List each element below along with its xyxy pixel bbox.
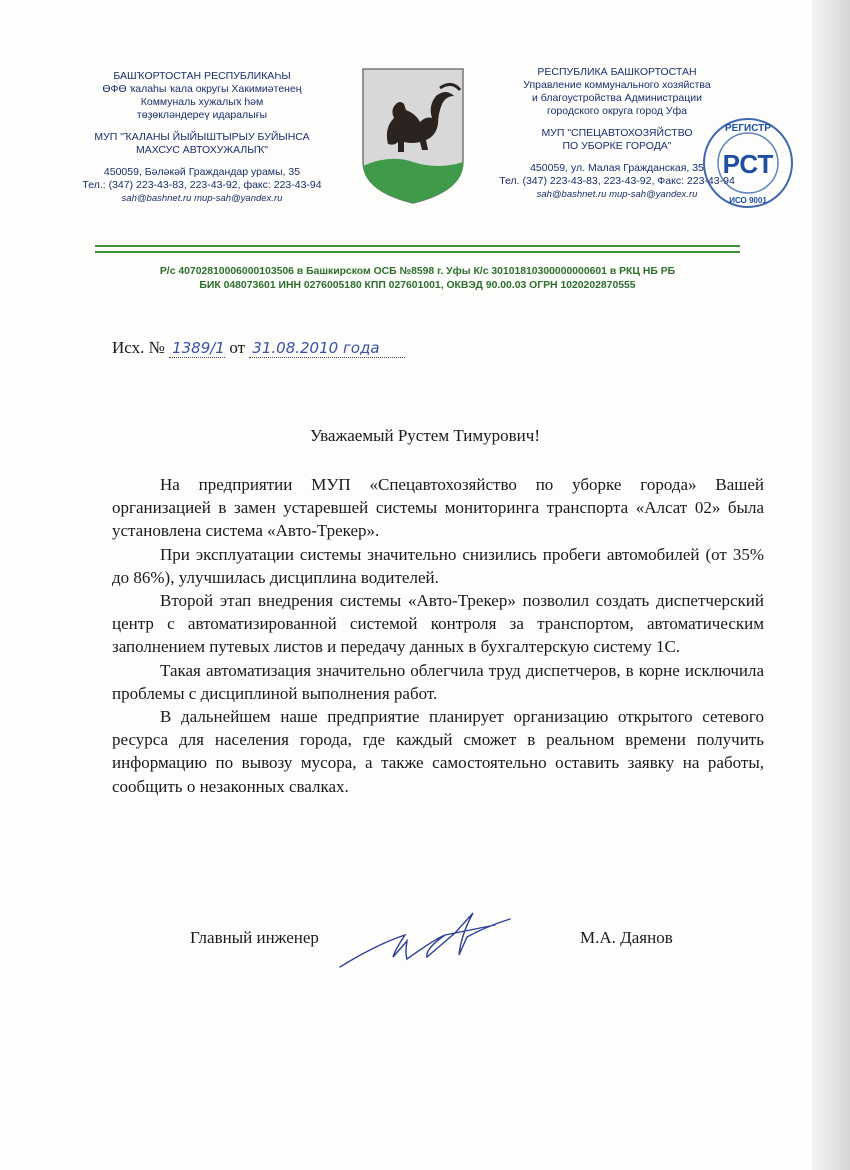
letterhead-right-line1: РЕСПУБЛИКА БАШКОРТОСТАН bbox=[537, 66, 697, 78]
letterhead-left-line1: БАШҠОРТОСТАН РЕСПУБЛИКАҺЫ bbox=[113, 70, 291, 82]
letterhead-right-org2: ПО УБОРКЕ ГОРОДА" bbox=[562, 140, 672, 152]
letter-body bbox=[112, 473, 764, 798]
letterhead-right-org1: МУП "СПЕЦАВТОХОЗЯЙСТВО bbox=[541, 127, 693, 139]
bank-details-line2: БИК 048073601 ИНН 0276005180 КПП 027601001, ОКВЭД 90.00.03 ОГРН 1020202870555 bbox=[199, 280, 636, 291]
letterhead-right-phones: Тел. (347) 223-43-83, 223-43-92, Факс: 223-43-94 bbox=[499, 175, 735, 187]
paragraph: На предприятии МУП «Спецавтохозяйство по уборке города» Вашей организацией в замен устаревшей системы мониторинга транспорта «Алсат 02» была установлена система «Авто-Трекер». bbox=[112, 475, 764, 541]
paragraph: В дальнейшем наше предприятие планирует организацию открытого сетевого ресурса для населения города, где каждый сможет в реальном времени получить информацию по вывозу мусора, а также самостоятельно оставить заявку на работы, сообщить о незаконных свалках. bbox=[112, 707, 764, 796]
header-rule-top bbox=[95, 245, 740, 247]
salutation: Уважаемый Рустем Тимурович! bbox=[310, 426, 540, 445]
letterhead-right-line2: Управление коммунального хозяйства bbox=[523, 79, 711, 91]
handwritten-signature bbox=[335, 905, 535, 975]
header-rule-bottom bbox=[95, 251, 740, 253]
letterhead-left-org2: МАХСУС АВТОХУЖАЛЫҠ" bbox=[135, 144, 269, 156]
letterhead-left bbox=[62, 70, 342, 205]
letterhead-left-emails: sah@bashnet.ru mup-sah@yandex.ru bbox=[121, 193, 283, 204]
letterhead-left-line4: төҙөкләндереү идаралығы bbox=[136, 109, 268, 121]
outgoing-reference bbox=[112, 338, 405, 358]
paragraph: Второй этап внедрения системы «Авто-Трекер» позволил создать диспетчерский центр с автоматизированной системой контроля за транспортом, автоматическим заполнением путевых листов и передачу данных в бухгалтерскую систему 1С. bbox=[112, 591, 764, 657]
signatory-title: Главный инженер bbox=[190, 928, 319, 947]
paper-edge-shadow bbox=[812, 0, 850, 1170]
paragraph: Такая автоматизация значительно облегчила труд диспетчеров, в корне исключила проблемы с дисциплиной выполнения работ. bbox=[112, 660, 764, 703]
letterhead-left-org1: МУП "ҠАЛАНЫ ЙЫЙЫШТЫРЫУ БУЙЫНСА bbox=[94, 131, 310, 143]
outgoing-label: Исх. № bbox=[112, 338, 165, 357]
letterhead-right-emails: sah@bashnet.ru mup-sah@yandex.ru bbox=[536, 189, 698, 200]
letterhead-right-line3: и благоустройства Администрации bbox=[532, 92, 702, 104]
outgoing-date: 31.08.2010 года bbox=[249, 339, 405, 358]
paragraph: При эксплуатации системы значительно снизились пробеги автомобилей (от 35% до 86%), улучшилась дисциплина водителей. bbox=[112, 544, 764, 587]
rst-certification-seal-icon bbox=[700, 115, 796, 211]
signatory-name: М.А. Даянов bbox=[580, 928, 673, 947]
ufa-coat-of-arms-icon bbox=[360, 66, 466, 206]
outgoing-number: 1389/1 bbox=[169, 339, 225, 358]
seal-bottom-text: ИСО 9001 bbox=[729, 196, 767, 205]
letterhead-left-line3: Коммуналь хужалыҡ һәм bbox=[140, 96, 264, 108]
letterhead-right-line4: городского округа город Уфа bbox=[546, 105, 687, 117]
seal-mark: РСТ bbox=[722, 149, 774, 179]
letterhead-left-line2: ӨФӨ ҡалаһы ҡала округы Хакимиәтенең bbox=[102, 83, 302, 95]
letterhead-left-phones: Тел.: (347) 223-43-83, 223-43-92, факс: 223-43-94 bbox=[82, 179, 322, 191]
bank-details-line1: Р/с 40702810006000103506 в Башкирском ОСБ №8598 г. Уфы К/с 30101810300000000601 в РКЦ НБ РБ bbox=[159, 266, 676, 277]
letterhead-left-address: 450059, Бәләкәй Граждандар урамы, 35 bbox=[103, 166, 301, 178]
seal-top-text: РЕГИСТР bbox=[725, 123, 771, 134]
outgoing-from-label: от bbox=[229, 338, 246, 357]
letterhead-right-address: 450059, ул. Малая Гражданская, 35 bbox=[530, 162, 704, 174]
